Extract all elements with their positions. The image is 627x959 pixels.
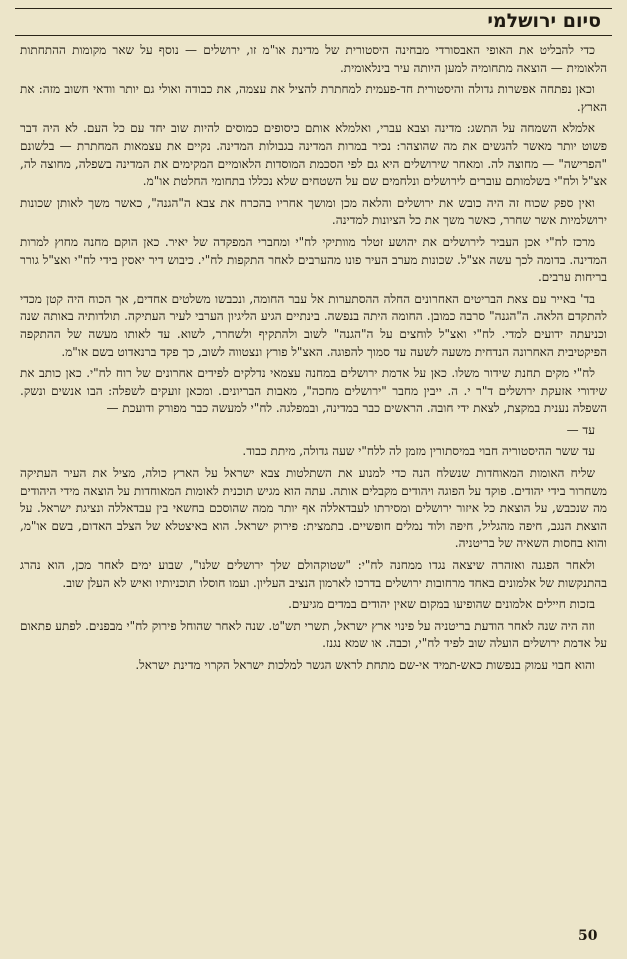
paragraph: אלמלא השמחה על התשג: מדינה וצבא עברי, ואלמלא אותם כיסופים כמוסים להיות שוב יחד עם כל העם. לא היה דבר פשוט יותר מאשר להגשים את מה שהוצהר: נכיר במרות המדינה בגבולות המדינה. נקיים את עצמאות המחתרת — בלשונם "הפרישה" — מחוצה לה. ומאחר שירושלים היא גם לפי הסכמת המוסדות הלאומיים המקימים את המדינה בשפלה, מחוצה לה, אצ"ל ולח"י בשלמותם עוברים לירושלים ונלחמים שם על השטחים שלא נכללו בתחומי החלטת או"מ. <box>20 121 607 189</box>
body-text <box>20 42 607 929</box>
paragraph: עד — <box>566 422 595 437</box>
paragraph: והוא חבוי עמוק בנפשות כאש-תמיד אי-שם מתחת לראש הגשר למלכות ישראל הקרוי מדינת ישראל. <box>135 658 595 672</box>
paragraph: בזכות חיילים אלמונים שהופיעו במקום שאין יהודים במדים מגיעים. <box>288 597 595 612</box>
paragraph: ואין ספק שכוח זה היה כובש את ירושלים והלאה מכן ומושך אחריו בהכרח את צבא ה"הגנה", כאשר משך לאותן שכונות ירושלמיות אשר שחרר, כאשר משך את כל הציונות למדינה. <box>20 195 607 228</box>
paragraph: כדי להבליט את האופי האבסורדי מבחינה היסטורית של מדינת או"מ זו, ירושלים — נוסף על שאר מקומות ההתחתות הלאומית — הוצאה מתחומיה למען היותה עיר בינלאומית. <box>20 43 607 75</box>
paragraph: שליח האומות המאוחדות שנשלח הנה כדי למנוע את השתלטות צבא ישראל על הארץ כולה, מציל את העיר העתיקה משחרור בידי יהודים. פוקד על הפוגה ויהודים מקבלים אותה. עתה הוא מגיש תוכנית לאומות המאוחדות על הוצאה מידי היהודים מה שנכבש, על הוצאת כל איזור ירושלים ומסירתו לעבדאללה אף יותר ממה שהוסכם בחשאי בין עבדאללה ונציגת ישראל. על הוצאת הנגב, חיפה מהגליל, חיפה ולוד נמלים חופשיים. בתמצית: פירוק ישראל. הוא באיצטלא של הצלב האדום, בשם או"מ, והוא בחסות השאיה של בריטניה. <box>20 466 607 551</box>
paragraph: וכאן נפתחה אפשרות גדולה והיסטורית חד-פעמית למחתרת להציל את עצמה, את כבודה ואולי גם יותר וודאי חשוב מזה: את הארץ. <box>20 82 607 114</box>
paragraph: בד' באייר עם צאת הבריטים האחרונים החלה ההסתערות אל עבר החומה, ונכבשו משלטים אחדים, אך הכוח היה קטן מכדי להתקדם הלאה. ה"הגנה" סרבה כמובן. החומה היתה בנפשה. בינתיים הגיע הליגיון הערבי לעיר העתיקה. תולדותיה באותה שנה וכניעתה ידועים למדי. לח"י ואצ"ל לוחצים על ה"הגנה" לשוב ולהתקיף ולשחרר, לשוא. עד לאותו מעשה של ההתקפה הפיקטיבית האחרונה הנדחית משעה לשעה עד סמוך להפוגה. האצ"ל פורץ ונצטווה לשוב, כך פקד ברנאדוט בשם או"מ. <box>20 291 607 359</box>
paragraph: וזה היה שנה לאחר הודעת בריטניה על פינוי ארץ ישראל, תשרי תש"ט. שנה לאחר שהוחל פירוק לח"י מבפנים. לפתע פתאום על אדמת ירושלים הועלה שוב לפיד לח"י, וכבה. או שמא נגנז. <box>20 618 607 651</box>
paragraph: מרכז לח"י אכן העביר לירושלים את יהושע זטלר מוותיקי לח"י ומחברי המפקדה של יאיר. כאן הוקם מחנה מחוץ למרות המדינה. בדומה לכך עשה אצ"ל. שכונות מערב העיר פונו מהערבים לאחר התקפות לח"י. כיבוש דיר יאסין בידי לח"י ואצ"ל גורר בריחות ערבים. <box>20 234 607 285</box>
paragraph: ולאחר הפגנה ואזהרה שיצאה נגדו ממחנה לח"י: "שטוקהולם שלך ירושלים שלנו", שבוע ימים לאחר מכן, הוא נהרג בהתנקשות של אלמונים באחד מרחובות ירושלים בדרכו לארמון הנציב העליון. ועמו חוסלו תוכניותיו ואיש לא העלן שוב. <box>20 558 607 590</box>
paragraph: עד ששר ההיסטוריה חבוי במיסתורין מזמן לה ללח"י שעה גדולה, מיתת כבוד. <box>242 444 595 459</box>
page-number: 50 <box>578 928 598 944</box>
page-title: סיום ירושלמי <box>487 10 601 32</box>
paragraph: לח"י מקים תחנת שידור משלו. כאן על אדמת ירושלים במחנה עצמאי נדלקים לפידים אחרונים של רוח לח"י. כאן כותב את שידורי אזעקת ירושלים ד"ר י. ה. ייבין מחבר "ירושלים מחכה", מאבות הבריונים. ומכאן זועקים לשפלה: הבו אנשים ונשק. השפלה נענית במקצת, לצאת ידי חובה. הראשים כבר במדינה, ובמפלגה. לח"י למעשה כבר מפורק ודועכת — <box>20 366 607 416</box>
